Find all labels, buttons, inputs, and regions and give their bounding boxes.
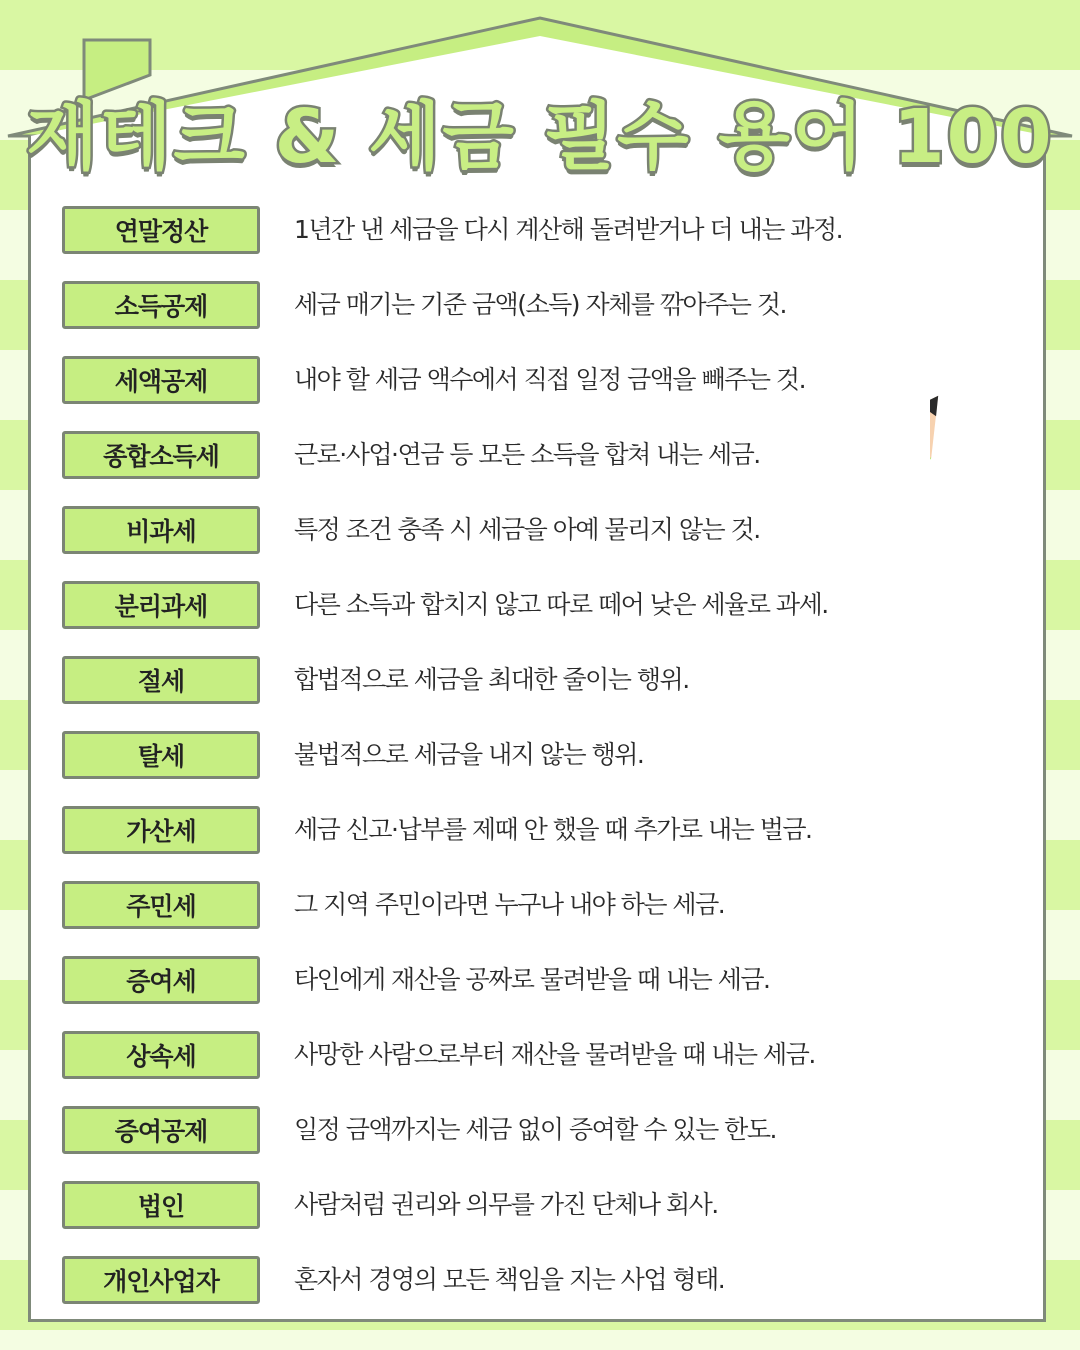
term-description: 합법적으로 세금을 최대한 줄이는 행위. [294, 665, 689, 694]
term-description: 사람처럼 권리와 의무를 가진 단체나 회사. [294, 1190, 718, 1219]
term-row [62, 1256, 1022, 1304]
term-row [62, 806, 1022, 854]
term-description: 내야 할 세금 액수에서 직접 일정 금액을 빼주는 것. [294, 365, 806, 394]
term-description: 일정 금액까지는 세금 없이 증여할 수 있는 한도. [294, 1115, 776, 1144]
term-row [62, 956, 1022, 1004]
term-row [62, 581, 1022, 629]
term-label: 분리과세 [62, 581, 260, 629]
term-row [62, 431, 1022, 479]
term-row [62, 206, 1022, 254]
term-row [62, 1181, 1022, 1229]
term-label: 개인사업자 [62, 1256, 260, 1304]
term-row [62, 731, 1022, 779]
term-label: 소득공제 [62, 281, 260, 329]
term-label: 법인 [62, 1181, 260, 1229]
term-row [62, 506, 1022, 554]
term-label: 탈세 [62, 731, 260, 779]
term-row [62, 281, 1022, 329]
term-description: 특정 조건 충족 시 세금을 아예 물리지 않는 것. [294, 515, 760, 544]
term-label: 상속세 [62, 1031, 260, 1079]
term-row [62, 356, 1022, 404]
term-description: 불법적으로 세금을 내지 않는 행위. [294, 740, 644, 769]
term-description: 사망한 사람으로부터 재산을 물려받을 때 내는 세금. [294, 1040, 815, 1069]
term-description: 1년간 낸 세금을 다시 계산해 돌려받거나 더 내는 과정. [294, 215, 843, 244]
term-row [62, 1031, 1022, 1079]
term-label: 절세 [62, 656, 260, 704]
term-description: 세금 매기는 기준 금액(소득) 자체를 깎아주는 것. [294, 290, 786, 319]
term-row [62, 881, 1022, 929]
term-description: 타인에게 재산을 공짜로 물려받을 때 내는 세금. [294, 965, 770, 994]
pencil-icon [930, 390, 1080, 590]
term-label: 세액공제 [62, 356, 260, 404]
term-row [62, 1106, 1022, 1154]
term-description: 그 지역 주민이라면 누구나 내야 하는 세금. [294, 890, 725, 919]
term-description: 세금 신고·납부를 제때 안 했을 때 추가로 내는 벌금. [294, 815, 812, 844]
term-label: 주민세 [62, 881, 260, 929]
term-description: 다른 소득과 합치지 않고 따로 떼어 낮은 세율로 과세. [294, 590, 828, 619]
term-label: 비과세 [62, 506, 260, 554]
term-label: 가산세 [62, 806, 260, 854]
term-label: 증여세 [62, 956, 260, 1004]
term-description: 근로·사업·연금 등 모든 소득을 합쳐 내는 세금. [294, 440, 760, 469]
term-label: 종합소득세 [62, 431, 260, 479]
page-title: 재테크 & 세금 필수 용어 100 [26, 94, 1054, 180]
term-description: 혼자서 경영의 모든 책임을 지는 사업 형태. [294, 1265, 725, 1294]
term-label: 증여공제 [62, 1106, 260, 1154]
term-row [62, 656, 1022, 704]
term-label: 연말정산 [62, 206, 260, 254]
